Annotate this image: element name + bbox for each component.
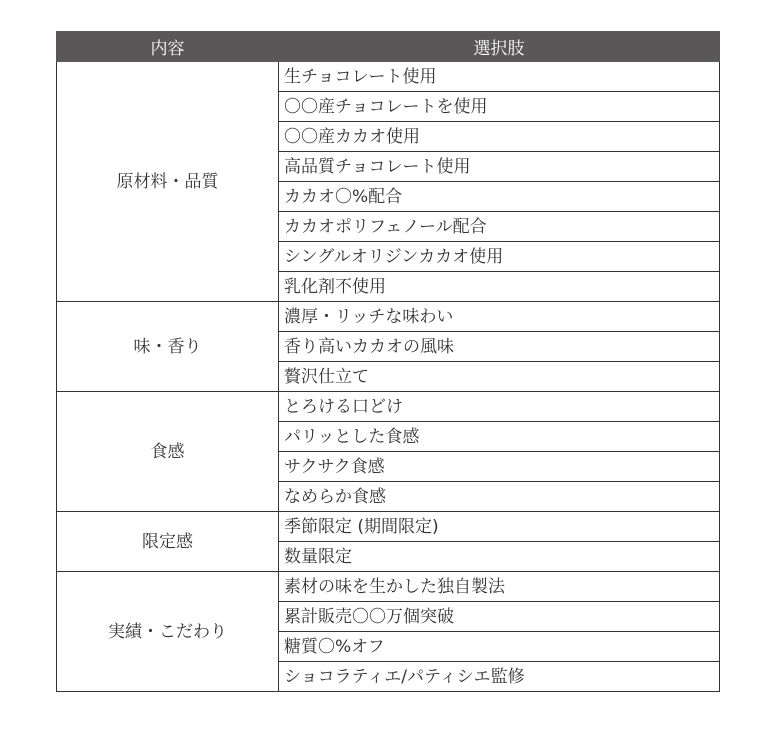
option-cell: とろける口どけ bbox=[279, 392, 720, 422]
option-cell: 素材の味を生かした独自製法 bbox=[279, 572, 720, 602]
option-cell: 〇〇産カカオ使用 bbox=[279, 122, 720, 152]
table-row bbox=[57, 62, 720, 92]
table-row bbox=[57, 512, 720, 542]
option-cell: 糖質〇%オフ bbox=[279, 632, 720, 662]
option-cell: 〇〇産チョコレートを使用 bbox=[279, 92, 720, 122]
category-cell: 限定感 bbox=[57, 512, 279, 572]
category-cell: 味・香り bbox=[57, 302, 279, 392]
option-cell: シングルオリジンカカオ使用 bbox=[279, 242, 720, 272]
option-cell: なめらか食感 bbox=[279, 482, 720, 512]
option-cell: 贅沢仕立て bbox=[279, 362, 720, 392]
table-row bbox=[57, 572, 720, 602]
option-cell: 乳化剤不使用 bbox=[279, 272, 720, 302]
option-cell: ショコラティエ/パティシエ監修 bbox=[279, 662, 720, 692]
option-cell: サクサク食感 bbox=[279, 452, 720, 482]
option-cell: 生チョコレート使用 bbox=[279, 62, 720, 92]
category-cell: 実績・こだわり bbox=[57, 572, 279, 692]
option-cell: 季節限定 (期間限定) bbox=[279, 512, 720, 542]
header-row bbox=[57, 32, 720, 62]
table-row bbox=[57, 392, 720, 422]
option-cell: カカオポリフェノール配合 bbox=[279, 212, 720, 242]
option-cell: 濃厚・リッチな味わい bbox=[279, 302, 720, 332]
option-cell: パリッとした食感 bbox=[279, 422, 720, 452]
option-cell: 香り高いカカオの風味 bbox=[279, 332, 720, 362]
options-table bbox=[56, 31, 720, 692]
option-cell: カカオ〇%配合 bbox=[279, 182, 720, 212]
option-cell: 累計販売〇〇万個突破 bbox=[279, 602, 720, 632]
header-options: 選択肢 bbox=[279, 32, 720, 62]
option-cell: 数量限定 bbox=[279, 542, 720, 572]
category-cell: 原材料・品質 bbox=[57, 62, 279, 302]
option-cell: 高品質チョコレート使用 bbox=[279, 152, 720, 182]
header-content: 内容 bbox=[57, 32, 279, 62]
category-cell: 食感 bbox=[57, 392, 279, 512]
table-row bbox=[57, 302, 720, 332]
